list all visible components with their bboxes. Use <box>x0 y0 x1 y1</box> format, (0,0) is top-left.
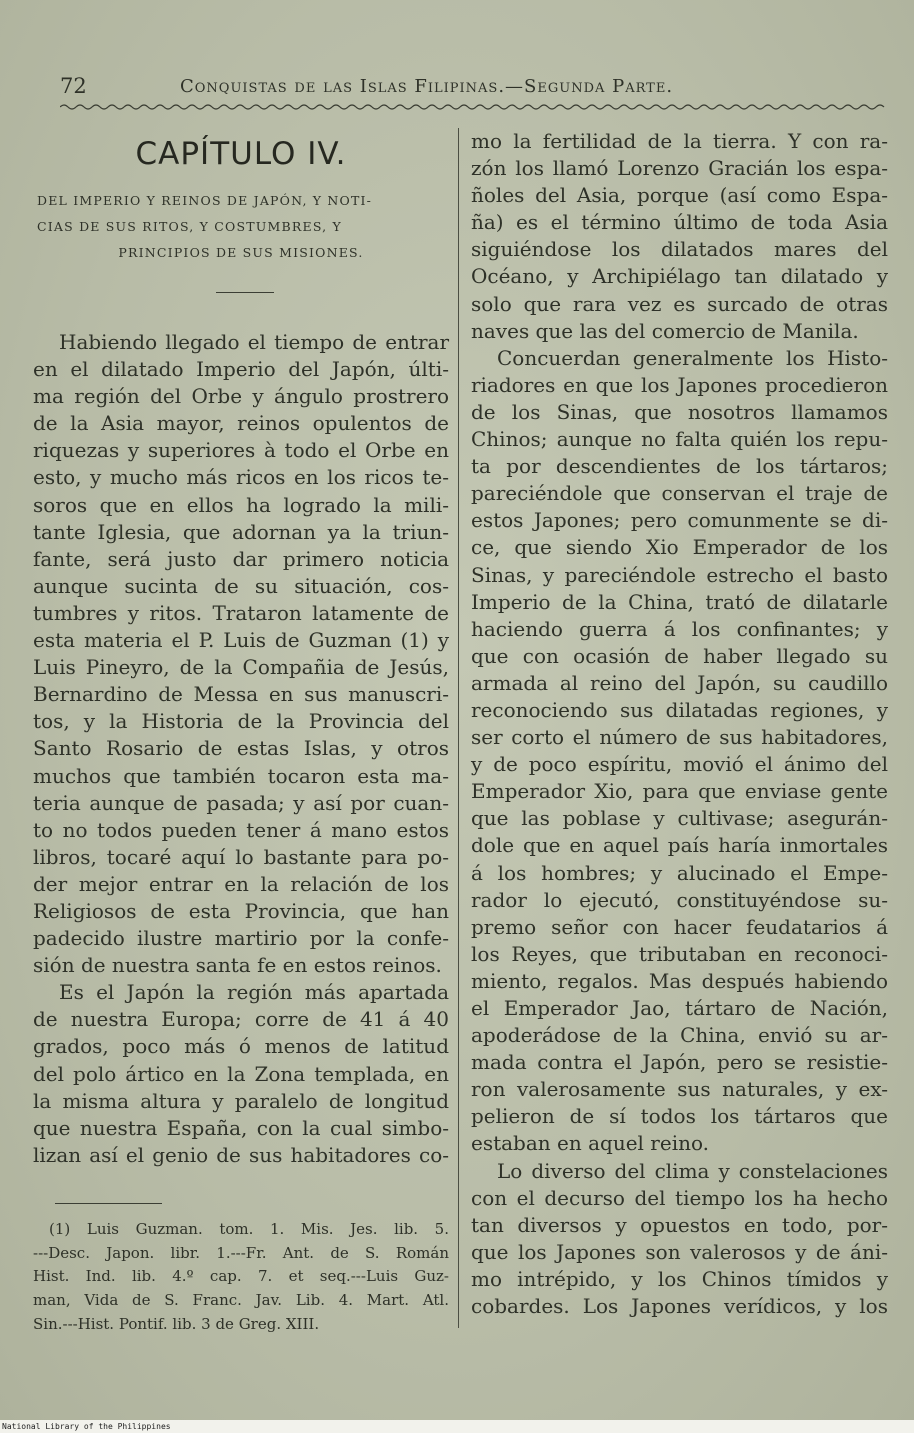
text-line: de nuestra Europa; corre de 41 á 40 <box>33 1007 449 1032</box>
text-line: Sinas, y pareciéndole estrecho el basto <box>471 562 888 587</box>
text-line: grados, poco más ó menos de latitud <box>33 1034 449 1059</box>
text-line: Imperio de la China, trató de dilatarle <box>471 589 888 614</box>
text-line: rador lo ejecutó, constituyéndose su- <box>471 887 888 912</box>
text-line: Lo diverso del clima y constelaciones <box>497 1158 888 1183</box>
text-line: Hist. Ind. lib. 4.º cap. 7. et seq.---Luis Guz- <box>33 1267 449 1286</box>
text-line: estaban en aquel reino. <box>471 1131 710 1156</box>
text-line: libros, tocaré aquí lo bastante para po- <box>33 844 449 869</box>
text-line: y de poco espíritu, movió el ánimo del <box>471 752 888 777</box>
text-line: Habiendo llegado el tiempo de entrar <box>59 330 449 354</box>
text-line: ---Desc. Japon. libr. 1.---Fr. Ant. de S. Román <box>33 1243 449 1262</box>
text-line: ma región del Orbe y ángulo prostrero <box>33 384 449 409</box>
right-column <box>471 128 888 1320</box>
text-line: fante, será justo dar primero noticia <box>33 546 449 571</box>
page-number: 72 <box>60 74 87 98</box>
text-line: siguiéndose los dilatados mares del <box>471 237 888 262</box>
text-line: apoderádose de la China, envió su ar- <box>471 1023 888 1048</box>
text-line: armada al reino del Japón, su caudillo <box>471 670 888 695</box>
text-line: Religiosos de esta Provincia, que han <box>33 898 449 923</box>
text-line: el Emperador Jao, tártaro de Nación, <box>471 996 888 1020</box>
text-line: aunque sucinta de su situación, cos- <box>33 573 449 598</box>
left-column-text <box>33 329 449 1169</box>
wavy-rule-ornament <box>60 103 886 111</box>
text-line: cobardes. Los Japones verídicos, y los <box>471 1294 888 1319</box>
text-line: ta por descendientes de los tártaros; <box>471 454 888 479</box>
text-line: muchos que también tocaron esta ma- <box>33 763 449 788</box>
text-line: de los Sinas, que nosotros llamamos <box>471 399 888 424</box>
text-line: dole que en aquel país haría inmortales <box>471 833 888 858</box>
text-line: Bernardino de Messa en sus manuscri- <box>33 682 449 707</box>
text-line: ñoles del Asia, porque (así como Espa- <box>471 183 888 208</box>
text-line: que con ocasión de haber llegado su <box>471 643 888 668</box>
text-line: mo intrépido, y los Chinos tímidos y <box>471 1266 888 1291</box>
text-line: padecido ilustre martirio por la confe- <box>33 926 449 951</box>
text-line: Es el Japón la región más apartada <box>59 980 449 1005</box>
text-line: lizan así el genio de sus habitadores co- <box>33 1142 449 1167</box>
running-title: Conquistas de las Islas Filipinas.—Segunda Parte. <box>180 76 674 97</box>
text-line: teria aunque de pasada; y así por cuan- <box>33 790 449 815</box>
right-column-text <box>471 128 888 1320</box>
text-line: man, Vida de S. Franc. Jav. Lib. 4. Mart. Atl. <box>33 1291 449 1310</box>
text-line: ron valerosamente sus naturales, y ex- <box>471 1077 888 1102</box>
text-line: con el decurso del tiempo los ha hecho <box>471 1185 888 1210</box>
text-line: del polo ártico en la Zona templada, en <box>33 1061 449 1086</box>
text-line: soros que en ellos ha logrado la mili- <box>33 492 449 517</box>
text-line: que nuestra España, con la cual simbo- <box>33 1115 449 1140</box>
text-line: ce, que siendo Xio Emperador de los <box>471 535 888 560</box>
running-head <box>0 74 914 104</box>
text-line: pareciéndole que conservan el traje de <box>471 481 888 506</box>
section-rule <box>216 292 274 293</box>
chapter-summary-line: PRINCIPIOS DE SUS MISIONES. <box>118 245 364 260</box>
text-line: estos Japones; pero comunmente se di- <box>471 508 888 533</box>
text-line: á los hombres; y alucinado el Empe- <box>471 860 888 885</box>
text-line: pelieron de sí todos los tártaros que <box>471 1104 888 1129</box>
text-line: mo la fertilidad de la tierra. Y con ra- <box>471 129 888 153</box>
text-line: ser corto el número de sus habitadores, <box>471 725 888 750</box>
text-line: Santo Rosario de estas Islas, y otros <box>33 736 449 761</box>
text-line: haciendo guerra á los confinantes; y <box>471 616 888 641</box>
chapter-summary-line: CIAS DE SUS RITOS, Y COSTUMBRES, Y <box>37 219 342 234</box>
text-line: tante Iglesia, que adornan ya la triun- <box>33 519 449 544</box>
text-line: los Reyes, que tributaban en reconoci- <box>471 941 888 966</box>
text-line: tan diversos y opuestos en todo, por- <box>471 1212 888 1237</box>
chapter-summary-line: DEL IMPERIO Y REINOS DE JAPÓN, Y NOTI- <box>37 193 373 208</box>
text-line: Océano, y Archipiélago tan dilatado y <box>471 264 888 289</box>
text-line: Luis Pineyro, de la Compañia de Jesús, <box>33 655 449 680</box>
footnote <box>33 1218 449 1337</box>
text-line: (1) Luis Guzman. tom. 1. Mis. Jes. lib. 5. <box>49 1219 449 1238</box>
column-divider <box>458 128 459 1328</box>
text-line: esta materia el P. Luis de Guzman (1) y <box>33 628 449 653</box>
text-line: riadores en que los Japones procedieron <box>471 372 888 397</box>
text-line: que los Japones son valerosos y de áni- <box>471 1239 888 1264</box>
text-line: miento, regalos. Mas después habiendo <box>471 968 888 993</box>
footnote-rule <box>55 1203 162 1204</box>
text-line: Emperador Xio, para que enviase gente <box>471 779 888 804</box>
text-line: Sin.---Hist. Pontif. lib. 3 de Greg. XIII. <box>33 1314 320 1333</box>
text-line: Chinos; aunque no falta quién los repu- <box>471 427 888 452</box>
chapter-title: CAPÍTULO IV. <box>135 136 347 172</box>
text-line: to no todos pueden tener á mano estos <box>33 817 449 842</box>
text-line: esto, y mucho más ricos en los ricos te- <box>33 465 449 490</box>
text-line: naves que las del comercio de Manila. <box>471 318 859 343</box>
text-line: ña) es el término último de toda Asia <box>471 210 888 235</box>
text-line: de la Asia mayor, reinos opulentos de <box>33 411 449 436</box>
text-line: que las poblase y cultivase; asegurán- <box>471 806 888 831</box>
text-line: solo que rara vez es surcado de otras <box>471 291 888 316</box>
text-line: der mejor entrar en la relación de los <box>33 871 449 896</box>
text-line: Concuerdan generalmente los Histo- <box>497 345 888 370</box>
text-line: sión de nuestra santa fe en estos reinos. <box>33 953 442 978</box>
text-line: tumbres y ritos. Trataron latamente de <box>33 600 449 625</box>
text-line: la misma altura y paralelo de longitud <box>33 1088 449 1113</box>
text-line: zón los llamó Lorenzo Gracián los espa- <box>471 156 888 181</box>
library-credit: National Library of the Philippines <box>2 1422 171 1431</box>
text-line: mada contra el Japón, pero se resistie- <box>471 1050 888 1075</box>
text-line: riquezas y superiores à todo el Orbe en <box>33 438 449 463</box>
chapter-summary <box>33 188 449 266</box>
text-line: en el dilatado Imperio del Japón, últi- <box>33 357 449 382</box>
text-line: tos, y la Historia de la Provincia del <box>33 709 449 734</box>
left-column <box>33 128 449 1336</box>
text-line: reconociendo sus dilatadas regiones, y <box>471 697 888 722</box>
text-line: premo señor con hacer feudatarios á <box>471 914 888 939</box>
